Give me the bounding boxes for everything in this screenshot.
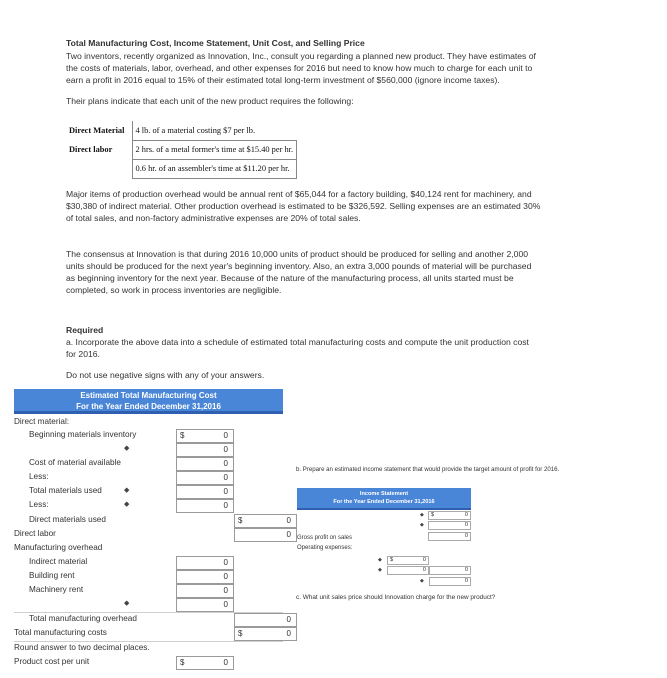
indirect-material-row	[14, 556, 283, 570]
cost-available-row	[14, 457, 283, 471]
income-statement-subtitle: For the Year Ended December 31,2016	[333, 499, 435, 505]
consensus-line: completed, so work in process inventories are negligible.	[66, 285, 282, 295]
net-income-input[interactable]	[429, 577, 471, 586]
select-dropdown-icon[interactable]: ◆	[420, 512, 424, 518]
less-label: Less:	[29, 472, 49, 481]
add-input[interactable]	[176, 443, 234, 457]
overhead-line: Major items of production overhead would be annual rent of $65,044 for a factory building, $40,124 rent for machinery, and	[66, 189, 532, 199]
indirect-material-input[interactable]	[176, 556, 234, 570]
labor-label: Direct labor	[69, 145, 113, 154]
problem-title: Total Manufacturing Cost, Income Statement, Unit Cost, and Selling Price	[66, 38, 365, 48]
total-mfg-costs-input[interactable]	[234, 627, 297, 641]
add-row	[14, 443, 283, 457]
material-label: Direct Material	[69, 126, 125, 135]
direct-labor-row	[14, 528, 291, 542]
consensus-line: as beginning inventory for the next year. Because of the nature of the manufacturing process, all units started must be	[66, 273, 514, 283]
input-value: 0	[223, 558, 228, 567]
income-statement-title: Income Statement	[359, 491, 409, 497]
required-label: Required	[66, 325, 104, 335]
direct-material-row	[14, 416, 283, 430]
cost-available-label: Cost of material available	[29, 458, 121, 467]
machinery-rent-input[interactable]	[176, 584, 234, 598]
total-used-input[interactable]	[176, 485, 234, 499]
round-note-row	[14, 642, 283, 656]
round-note: Round answer to two decimal places.	[14, 643, 150, 652]
intro-line: the costs of materials, labor, overhead, and other expenses for 2016 but need to know how much to charge for each unit to	[66, 63, 533, 73]
select-dropdown-icon[interactable]: ◆	[378, 567, 382, 573]
select-dropdown-icon[interactable]: ◆	[420, 578, 424, 584]
total-used-label: Total materials used	[29, 486, 102, 495]
direct-used-input[interactable]	[234, 514, 297, 528]
consensus-line: The consensus at Innovation is that during 2016 10,000 units of product should be produced for selling and another 2,000	[66, 249, 528, 259]
admin-expense-input[interactable]	[387, 566, 429, 575]
operating-expenses-label: Operating expenses:	[297, 545, 353, 551]
mfg-overhead-label: Manufacturing overhead	[14, 543, 103, 552]
input-value: 0	[422, 557, 426, 563]
input-value: 0	[223, 586, 228, 595]
input-value: 0	[223, 658, 228, 667]
part-b-question: b. Prepare an estimated income statement that would provide the target amount of profit for 2016.	[296, 466, 560, 473]
cost-available-input[interactable]	[176, 457, 234, 471]
direct-used-row	[14, 514, 291, 528]
schedule-subtitle: For the Year Ended December 31,2016	[76, 402, 221, 411]
direct-labor-label: Direct labor	[14, 529, 56, 538]
building-rent-label: Building rent	[29, 571, 75, 580]
input-value: 0	[223, 473, 228, 482]
indirect-material-label: Indirect material	[29, 557, 88, 566]
requirements-table	[66, 121, 303, 179]
input-value: 0	[464, 578, 468, 584]
building-rent-row	[14, 570, 283, 584]
input-value: 0	[286, 530, 291, 539]
input-value: 0	[464, 533, 468, 539]
input-value: 0	[286, 516, 291, 525]
machinery-rent-row	[14, 584, 283, 598]
input-value: 0	[286, 615, 291, 624]
overhead-line: of total sales, and non-factory administrative expenses are 20% of total sales.	[66, 213, 361, 223]
beginning-inventory-row	[14, 429, 283, 443]
less-input[interactable]	[176, 471, 234, 485]
dollar-sign: $	[431, 512, 435, 518]
total-overhead-label: Total manufacturing overhead	[29, 614, 137, 623]
part-a-line: for 2016.	[66, 349, 100, 359]
labor-value-1: 2 hrs. of a metal former's time at $15.40 per hr.	[132, 140, 297, 159]
input-value: 0	[464, 512, 468, 518]
schedule-header	[14, 389, 283, 414]
labor-value-2: 0.6 hr. of an assembler's time at $11.20 per hr.	[132, 159, 297, 178]
input-value: 0	[464, 567, 468, 573]
other-overhead-row	[14, 598, 283, 612]
dollar-sign: $	[238, 629, 243, 638]
total-operating-input[interactable]	[429, 566, 471, 575]
select-dropdown-icon[interactable]: ◆	[124, 600, 130, 607]
direct-material-label: Direct material:	[14, 417, 70, 426]
overhead-line: $30,380 of indirect material. Other production overhead is estimated to be $326,592. Selling expenses are an estimated 30%	[66, 201, 541, 211]
select-dropdown-icon[interactable]: ◆	[420, 522, 424, 528]
no-negative-note: Do not use negative signs with any of your answers.	[66, 370, 265, 380]
dollar-sign: $	[390, 557, 394, 563]
select-dropdown-icon[interactable]: ◆	[378, 557, 382, 563]
cost-of-goods-input[interactable]	[428, 521, 471, 530]
input-value: 0	[422, 567, 426, 573]
direct-labor-input[interactable]	[234, 528, 297, 542]
input-value: 0	[286, 629, 291, 638]
input-value: 0	[223, 501, 228, 510]
dollar-sign: $	[238, 516, 243, 525]
material-value: 4 lb. of a material costing $7 per lb.	[132, 121, 297, 140]
input-value: 0	[464, 522, 468, 528]
consensus-line: units should be produced for the next year's beginning inventory. Also, an extra 3,000 pounds of material will be purchased	[66, 261, 532, 271]
sales-input[interactable]	[428, 511, 471, 520]
other-overhead-input[interactable]	[176, 598, 234, 612]
total-used-row	[14, 485, 283, 499]
input-value: 0	[223, 459, 228, 468]
input-value: 0	[223, 487, 228, 496]
input-value: 0	[223, 445, 228, 454]
income-statement-header	[297, 488, 471, 510]
select-dropdown-icon[interactable]: ◆	[124, 487, 130, 494]
less-input-2[interactable]	[176, 499, 234, 513]
select-dropdown-icon[interactable]: ◆	[124, 501, 130, 508]
beginning-inventory-label: Beginning materials inventory	[29, 430, 137, 439]
input-value: 0	[223, 572, 228, 581]
intro-line: earn a profit in 2016 equal to 15% of their estimated total long-term investment of $560,000 (ignore income taxes).	[66, 75, 500, 85]
product-cost-row	[14, 656, 283, 670]
plans-line: Their plans indicate that each unit of the new product requires the following:	[66, 96, 354, 106]
gross-profit-label: Gross profit on sales	[297, 535, 353, 541]
total-overhead-input[interactable]	[234, 613, 297, 627]
dollar-sign: $	[180, 658, 185, 667]
beginning-inventory-input[interactable]	[176, 429, 234, 443]
mfg-overhead-row	[14, 542, 283, 556]
input-value: 0	[223, 600, 228, 609]
building-rent-input[interactable]	[176, 570, 234, 584]
intro-line: Two inventors, recently organized as Innovation, Inc., consult you regarding a planned new product. They have estimates of	[66, 51, 536, 61]
direct-used-label: Direct materials used	[29, 515, 106, 524]
product-cost-input[interactable]	[176, 656, 234, 670]
select-dropdown-icon[interactable]: ◆	[124, 445, 130, 452]
machinery-rent-label: Machinery rent	[29, 585, 84, 594]
part-c-question: c. What unit sales price should Innovation charge for the new product?	[296, 594, 496, 601]
schedule-title: Estimated Total Manufacturing Cost	[80, 391, 217, 400]
product-cost-label: Product cost per unit	[14, 657, 90, 666]
input-value: 0	[223, 431, 228, 440]
part-a-line: a. Incorporate the above data into a schedule of estimated total manufacturing costs and compute the unit production cost	[66, 337, 529, 347]
total-overhead-row	[14, 613, 291, 627]
dollar-sign: $	[180, 431, 185, 440]
less-row-2	[14, 499, 283, 513]
total-mfg-costs-row	[14, 627, 291, 641]
less-label: Less:	[29, 500, 49, 509]
selling-expense-input[interactable]	[387, 556, 429, 565]
total-mfg-costs-label: Total manufacturing costs	[14, 628, 107, 637]
